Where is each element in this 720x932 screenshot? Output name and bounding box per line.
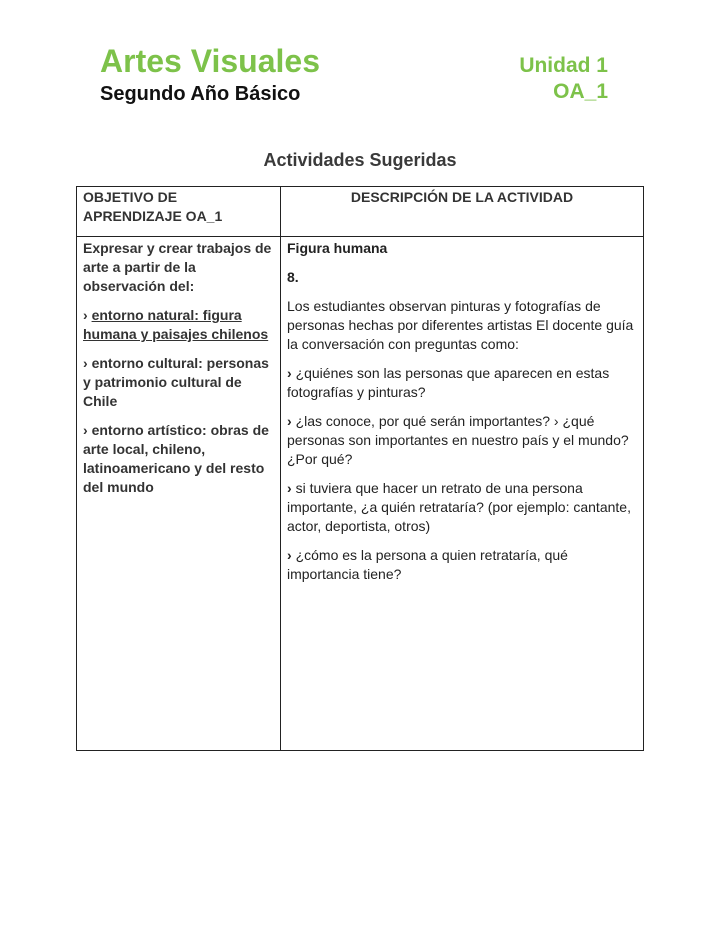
activity-title: Figura humana <box>287 240 388 256</box>
document-header-right <box>519 53 608 105</box>
question-text: ¿quiénes son las personas que aparecen en estas fotografías y pinturas? <box>287 365 610 400</box>
table-header-row <box>77 187 644 237</box>
objective-item: › entorno artístico: obras de arte local, chileno, latinoamericano y del resto del mundo <box>83 422 269 495</box>
section-title: Actividades Sugeridas <box>263 150 457 170</box>
objective-item: › entorno natural: figura humana y paisajes chilenos <box>83 307 269 342</box>
activity-description: Los estudiantes observan pinturas y fotografías de personas hechas por diferentes artistas El docente guía la conversación con preguntas como: <box>287 298 634 352</box>
unit-label: Unidad 1 <box>519 54 608 77</box>
question-text: ¿las conoce, por qué serán importantes? › ¿qué personas son importantes en nuestro país y el mundo? ¿Por qué? <box>287 413 629 467</box>
objective-item-text: entorno artístico: obras de arte local, chileno, latinoamericano y del resto del mundo <box>83 422 269 495</box>
objective-item-text: entorno natural: figura humana y paisajes chilenos <box>83 307 269 342</box>
activity-number: 8. <box>287 269 299 285</box>
question-text: ¿cómo es la persona a quien retrataría, qué importancia tiene? <box>287 547 568 582</box>
table-row <box>77 237 644 751</box>
activities-table <box>76 186 644 751</box>
subject-title: Artes Visuales <box>100 43 320 79</box>
objective-cell <box>77 237 281 751</box>
objective-item: › entorno cultural: personas y patrimonio cultural de Chile <box>83 355 269 409</box>
objective-intro: Expresar y crear trabajos de arte a partir de la observación del: <box>83 240 272 294</box>
activity-cell <box>281 237 644 751</box>
activity-question: › ¿las conoce, por qué serán importantes? › ¿qué personas son importantes en nuestro país y el mundo? ¿Por qué? <box>287 413 629 467</box>
activity-column-header: DESCRIPCIÓN DE LA ACTIVIDAD <box>281 187 644 237</box>
oa-label: OA_1 <box>553 80 608 103</box>
objective-column-header: OBJETIVO DE APRENDIZAJE OA_1 <box>77 187 281 237</box>
question-text: si tuviera que hacer un retrato de una persona importante, ¿a quién retrataría? (por ejemplo: cantante, actor, deportista, otros) <box>287 480 631 534</box>
activity-question: › si tuviera que hacer un retrato de una persona importante, ¿a quién retrataría? (por ejemplo: cantante, actor, deportista, otros) <box>287 480 631 534</box>
activity-question: › ¿cómo es la persona a quien retrataría, qué importancia tiene? <box>287 547 568 582</box>
grade-title: Segundo Año Básico <box>100 83 301 105</box>
activity-question: › ¿quiénes son las personas que aparecen en estas fotografías y pinturas? <box>287 365 610 400</box>
objective-item-text: entorno cultural: personas y patrimonio cultural de Chile <box>83 355 269 409</box>
document-header-left <box>100 42 320 107</box>
